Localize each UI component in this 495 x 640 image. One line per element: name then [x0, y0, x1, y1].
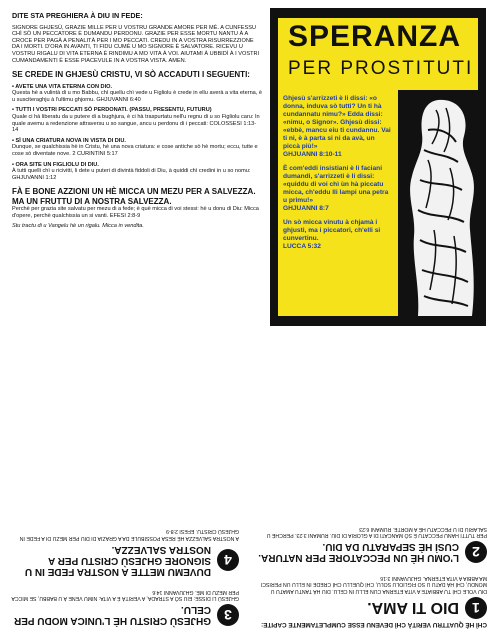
- truths-column-left: [257, 526, 487, 628]
- truth-3-title: GHJESÙ CRISTU HÈ L'UNICA MODU PER CELU.: [13, 604, 211, 626]
- truth-2: [257, 541, 487, 563]
- scripture-box: [278, 90, 398, 316]
- truths-heading: CHÌ HÈ QUATTRU VERITÀ CHÌ DEVENU ESSE CUMPLETAMENTE CAPITE:: [261, 621, 487, 628]
- truth-2-text: PER TUTTI HANU PECCATU È SÒ MANCATI DI A GLORIA DI DIU. RUMANI 3:23. PERCHÈ U SALARIU DI U PECCATU HÈ A MORTE. RUMANI 6:23: [266, 525, 487, 538]
- prayer-heading: DITE STA PREGHIERA À DIU IN FEDE:: [12, 11, 143, 20]
- belief-1-title: • AVETE UNA VITA ETERNA CON DIO.: [12, 83, 113, 90]
- truth-3: [9, 604, 239, 626]
- prayer-text: SIGNORE GHJESÙ, GRAZIE MILLE PER U VOSTRU GRANDE AMORE PER MÈ. A CUNFESSU CHÌ SÒ UN PECCATORE È DUMANDU PERDONU. GRAZIE PER ESSE MORTU NANTU À A CROCE PER PAGÀ A PENALITÀ PER I MO PECCATI. CREDU IN A VOSTRA RISURREZZIONE DA I MORTI. D'ORA IN AVANTI, TI FIDU CUMÈ U MO SIGNORE È SALVATORE. RICEVU U VOSTRU RIGALU DI VITA ETERNA È RINDIMU A MO VITA À VOI. AIUTAMI À UBBIDÌ À I VOSTRI CUMANDAMENTI È ESSE PIACEVULE IN A VOSTRA VISTA. AMEN.: [12, 24, 260, 64]
- truth-4-number: 4: [217, 549, 239, 571]
- belief-3-title: • SÌ UNA CRIATURA NOVA IN VISTA DI DIU.: [12, 137, 126, 144]
- truth-1-text: DIU VOLE CHÌ TU ABBIATE A VITA ETERNA CUN ELLU IN CELU. DIU HÀ TANTU AMATU U MONDU, CHÌ HÀ DATU U SO FIGLIOLU SOLU, CHÌ QUELLU CHÌ CREDE IN ELLU UN PERISCI MA ABBIA A VITA ETERNA. GHJUVANNI 3:16: [260, 575, 487, 594]
- quote-3-ref: LUCCA 5:32: [283, 243, 321, 250]
- truth-1: [257, 597, 487, 619]
- cover-panel: [270, 8, 486, 326]
- title-box: [278, 18, 478, 90]
- quote-1-ref: GHJUANNI 8:10-11: [283, 151, 342, 158]
- truth-2-title: L'OMU HÈ UN PECCATORE PER NATURA. CUSÌ HÈ SEPARATU DA DIU.: [258, 540, 459, 563]
- quote-1: Ghjesù s'arrizzeti è li dissi: «o donna, induva sò tutti? Un ti hà cundannatu nimu?» Edda dissi: «nimu, o Signor». Ghjesù dissi: «ebbè, mancu eiu ti cundannu. Vai ti ni, è à parta si ni da avà, un piccà più!»: [283, 95, 391, 150]
- believe-heading: SE CREDE IN GHJESÙ CRISTU, VI SÒ ACCADUTI I SEGUENTI:: [12, 70, 250, 80]
- truth-1-number: 1: [465, 597, 487, 619]
- quote-3: Un sò micca vinutu à chjamà i ghjusti, ma i piccatori, ch'elli si cunvertinu.: [283, 219, 381, 242]
- belief-2-text: Quale ci hà liberatu da u putere di a bughjura, è ci hà traspurtatu nell'u regnu di u so Figliolu caru: In quale avemu a redenzione attraversu u so sangue, ancu u perdonu di i peccati: COLOSSESI 1:13-14: [12, 113, 260, 134]
- cover-title: SPERANZA: [288, 20, 462, 53]
- faith-heading: FÀ E BONE AZZIONI UN HÈ MICCA UN MEZU PER A SALVEZZA. MA UN FRUTTU DI A NOSTRA SALVEZZA.: [12, 187, 256, 206]
- truth-1-title: DIO TI AMA.: [367, 599, 459, 617]
- truth-4: [9, 544, 239, 577]
- front-text-column: [12, 12, 262, 230]
- truth-2-number: 2: [465, 541, 487, 563]
- belief-4-text: À tutti quelli chì u ricivitti, li dete u puteri di divintà fiddoli di Diu, à quiddi chì credini in u so nomu: GHJUVANNI 1:12: [12, 168, 251, 181]
- belief-4-title: • ORA SITE UN FIGLIOLU DI DIU.: [12, 161, 99, 168]
- truth-4-text: A NOSTRA SALVEZZA HÈ RESA POSSIBULE DA A GRAZIA DI DIU PER MEZU DI A FEDE IN GHJESÙ CRISTU. EFESI 2:8-9: [19, 528, 239, 541]
- quote-2: È com'eddi insistiani è li faciani dumandi, s'arrizzeti è li dissi: «quiddu di voi chì ùn hà piccatu micca, ch'eddu lli lampi una petra u primu!»: [283, 165, 389, 204]
- truth-4-title: DUVEMU METTE A NOSTRA FEDE IN U SIGNORE GHJESÙ CRISTU PER A NOSTRA SALVEZZA.: [24, 543, 211, 577]
- tract-note: Stu tractu di u Vangelu hè un rigalu. Micca in vendita.: [12, 223, 144, 230]
- quote-2-ref: GHJUANNI 8:7: [283, 205, 329, 212]
- figure-illustration-icon: [398, 90, 480, 316]
- truth-3-text: GHJESÙ LI DISSE: EIU SÒ A STRADA, A VERITÀ È A VITA: NIMU VENE À U BABBU, SE MICCA PER MEZU DI MÈ. GHJUVANNI 14:6: [11, 588, 239, 601]
- belief-1-text: Questa hè a vulintà di u mo Babbu, chì quellu chì vede u Figliolu è crede in ellu averà a vita eterna, è u susciteraghju à l'ultimu ghjornu. GHJUVANNI 6:40: [12, 90, 263, 103]
- faith-text: Perchè per grazia site salvatu per mezu di a fede; è què micca di voi stessi: hè u donu di Diu: Micca d'opere, perchè qualchissia un si vanti. EFESI 2:8-9: [12, 206, 259, 219]
- belief-3-text: Dunque, se qualchissia hè in Cristu, hè una nova criatura: e cose antiche sò hè mortu; eccu, tutte e cose sò diventate nove. 2 CURINTINI 5:17: [12, 144, 258, 157]
- truths-column-right: [9, 528, 239, 628]
- cover-subtitle: PER PROSTITUTI: [288, 58, 474, 79]
- truth-3-number: 3: [217, 604, 239, 626]
- upside-down-section: [0, 332, 495, 640]
- belief-2-title: • TUTTI I VOSTRI PECCATI SÒ PERDONATI. (PASSU, PRESENTU, FUTURU): [12, 107, 212, 114]
